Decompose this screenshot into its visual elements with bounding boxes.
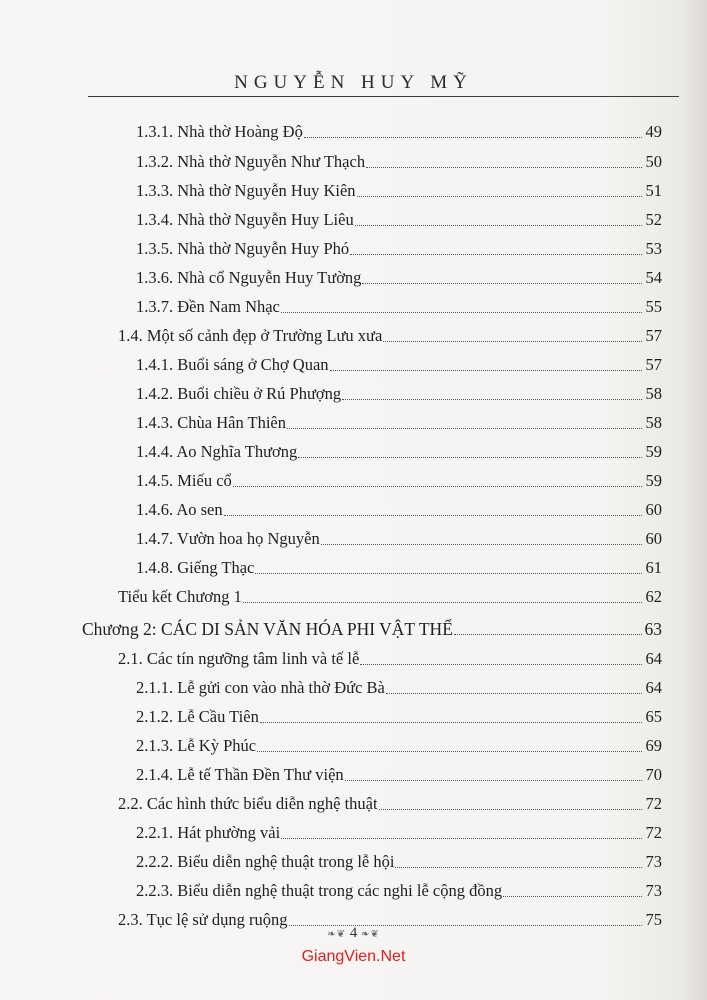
toc-entry-label: 1.3.5. Nhà thờ Nguyễn Huy Phó [136, 239, 350, 258]
toc-entry-label: 1.3.4. Nhà thờ Nguyễn Huy Liêu [136, 210, 354, 229]
toc-entry-label: 2.1.4. Lễ tế Thần Đền Thư viện [136, 765, 344, 784]
toc-entry [136, 293, 662, 317]
toc-entry [136, 206, 662, 230]
dot-leader [255, 573, 642, 574]
toc-entry-label: 2.2. Các hình thức biểu diễn nghệ thuật [118, 794, 378, 813]
toc-entry-page: 54 [645, 268, 662, 287]
toc-entry-page: 53 [645, 239, 662, 258]
toc-entry-page: 57 [645, 326, 662, 345]
toc-entry-page: 72 [645, 794, 662, 813]
dot-leader [357, 196, 642, 197]
toc-entry-page: 51 [645, 181, 662, 200]
toc-entry-page: 59 [645, 471, 662, 490]
toc-entry-label: 1.4.8. Giếng Thạc [136, 558, 255, 577]
dot-leader [321, 544, 642, 545]
toc-entry-page: 64 [645, 649, 662, 668]
toc-section [118, 583, 662, 607]
toc-entry-label: 1.3.2. Nhà thờ Nguyễn Như Thạch [136, 152, 366, 171]
dot-leader [345, 780, 642, 781]
toc-entry-page: 69 [645, 736, 662, 755]
toc-entry-label: Chương 2: CÁC DI SẢN VĂN HÓA PHI VẬT THỂ [82, 619, 453, 639]
toc-entry-page: 61 [645, 558, 662, 577]
toc-entry [136, 525, 662, 549]
toc-entry-page: 73 [645, 852, 662, 871]
page-footer [0, 925, 707, 942]
dot-leader [454, 634, 642, 635]
toc-section [118, 645, 662, 669]
toc-entry-label: 1.3.6. Nhà cổ Nguyễn Huy Tường [136, 268, 362, 287]
toc-entry [136, 235, 662, 259]
toc-entry [136, 496, 662, 520]
toc-entry [136, 732, 662, 756]
toc-entry [136, 351, 662, 375]
toc-entry-label: 1.3.7. Đền Nam Nhạc [136, 297, 280, 316]
toc-entry-label: 1.4.3. Chùa Hân Thiên [136, 413, 287, 432]
dot-leader [257, 751, 642, 752]
dot-leader [281, 312, 642, 313]
toc-entry-page: 55 [645, 297, 662, 316]
dot-leader [233, 486, 642, 487]
dot-leader [224, 515, 642, 516]
toc-entry-label: 1.4.1. Buổi sáng ở Chợ Quan [136, 355, 329, 374]
dot-leader [287, 428, 642, 429]
toc-entry-page: 70 [645, 765, 662, 784]
toc-entry-label: 1.3.1. Nhà thờ Hoàng Độ [136, 122, 303, 141]
toc-entry-page: 52 [645, 210, 662, 229]
toc-entry [136, 703, 662, 727]
toc-entry-page: 59 [645, 442, 662, 461]
toc-entry-label: 1.4. Một số cảnh đẹp ở Trường Lưu xưa [118, 326, 383, 345]
toc-entry [136, 819, 662, 843]
toc-entry-label: 1.4.2. Buổi chiều ở Rú Phượng [136, 384, 342, 403]
toc-entry-page: 72 [645, 823, 662, 842]
toc-entry-page: 65 [645, 707, 662, 726]
toc-entry [136, 380, 662, 404]
toc-entry-page: 73 [645, 881, 662, 900]
toc-entry-page: 58 [645, 384, 662, 403]
toc-entry-label: 2.1.1. Lễ gửi con vào nhà thờ Đức Bà [136, 678, 385, 697]
toc-entry-label: 2.1.3. Lễ Kỳ Phúc [136, 736, 257, 755]
toc-entry-label: 1.3.3. Nhà thờ Nguyễn Huy Kiên [136, 181, 356, 200]
toc-entry-page: 57 [645, 355, 662, 374]
toc-entry-label: 2.2.1. Hát phường vải [136, 823, 281, 842]
toc-entry-label: 2.2.3. Biểu diễn nghệ thuật trong các nghi lễ cộng đồng [136, 881, 503, 900]
toc-entry-label: 1.4.5. Miếu cổ [136, 471, 232, 490]
toc-chapter [82, 615, 662, 639]
page-number: 4 [349, 925, 358, 941]
toc-entry [136, 554, 662, 578]
dot-leader [503, 896, 642, 897]
dot-leader [379, 809, 642, 810]
dot-leader [355, 225, 642, 226]
watermark: GiangVien.Net [301, 948, 406, 965]
toc-entry [136, 877, 662, 901]
toc-entry-label: 1.4.7. Vườn hoa họ Nguyễn [136, 529, 320, 548]
toc-section [118, 790, 662, 814]
toc-entry-page: 60 [645, 500, 662, 519]
toc-entry-page: 50 [645, 152, 662, 171]
toc-entry-page: 62 [645, 587, 662, 606]
toc-entry [136, 264, 662, 288]
dot-leader [243, 602, 642, 603]
toc-entry [136, 409, 662, 433]
toc-entry [136, 674, 662, 698]
dot-leader [281, 838, 642, 839]
toc-section [118, 322, 662, 346]
toc-entry-page: 64 [645, 678, 662, 697]
dot-leader [383, 341, 642, 342]
dot-leader [304, 137, 642, 138]
ornament-left: ❧❦ [327, 929, 346, 940]
dot-leader [330, 370, 642, 371]
toc-entry-page: 49 [645, 122, 662, 141]
toc-entry [136, 467, 662, 491]
running-header: NGUYỄN HUY MỸ [234, 72, 473, 93]
toc-entry [136, 848, 662, 872]
toc-entry [136, 761, 662, 785]
toc-entry [136, 438, 662, 462]
dot-leader [360, 664, 642, 665]
toc-entry-page: 63 [644, 619, 662, 639]
dot-leader [386, 693, 642, 694]
toc-entry-label: 2.2.2. Biểu diễn nghệ thuật trong lễ hội [136, 852, 395, 871]
dot-leader [342, 399, 642, 400]
toc-entry-label: Tiểu kết Chương 1 [118, 587, 242, 606]
toc-entry-page: 58 [645, 413, 662, 432]
dot-leader [260, 722, 642, 723]
dot-leader [366, 167, 642, 168]
ornament-right: ❧❦ [361, 929, 380, 940]
toc-entry [136, 148, 662, 172]
toc-entry [136, 177, 662, 201]
dot-leader [362, 283, 642, 284]
toc-entry-label: 1.4.4. Ao Nghĩa Thương [136, 442, 298, 461]
toc-entry-page: 75 [645, 910, 662, 929]
toc-entry-page: 60 [645, 529, 662, 548]
dot-leader [350, 254, 642, 255]
dot-leader [298, 457, 642, 458]
dot-leader [395, 867, 642, 868]
toc-entry-label: 2.3. Tục lệ sử dụng ruộng [118, 910, 288, 929]
toc-entry-label: 2.1. Các tín ngưỡng tâm linh và tế lễ [118, 649, 360, 668]
toc-entry [136, 118, 662, 142]
toc-entry-label: 2.1.2. Lễ Cầu Tiên [136, 707, 259, 726]
toc-entry-label: 1.4.6. Ao sen [136, 500, 223, 519]
